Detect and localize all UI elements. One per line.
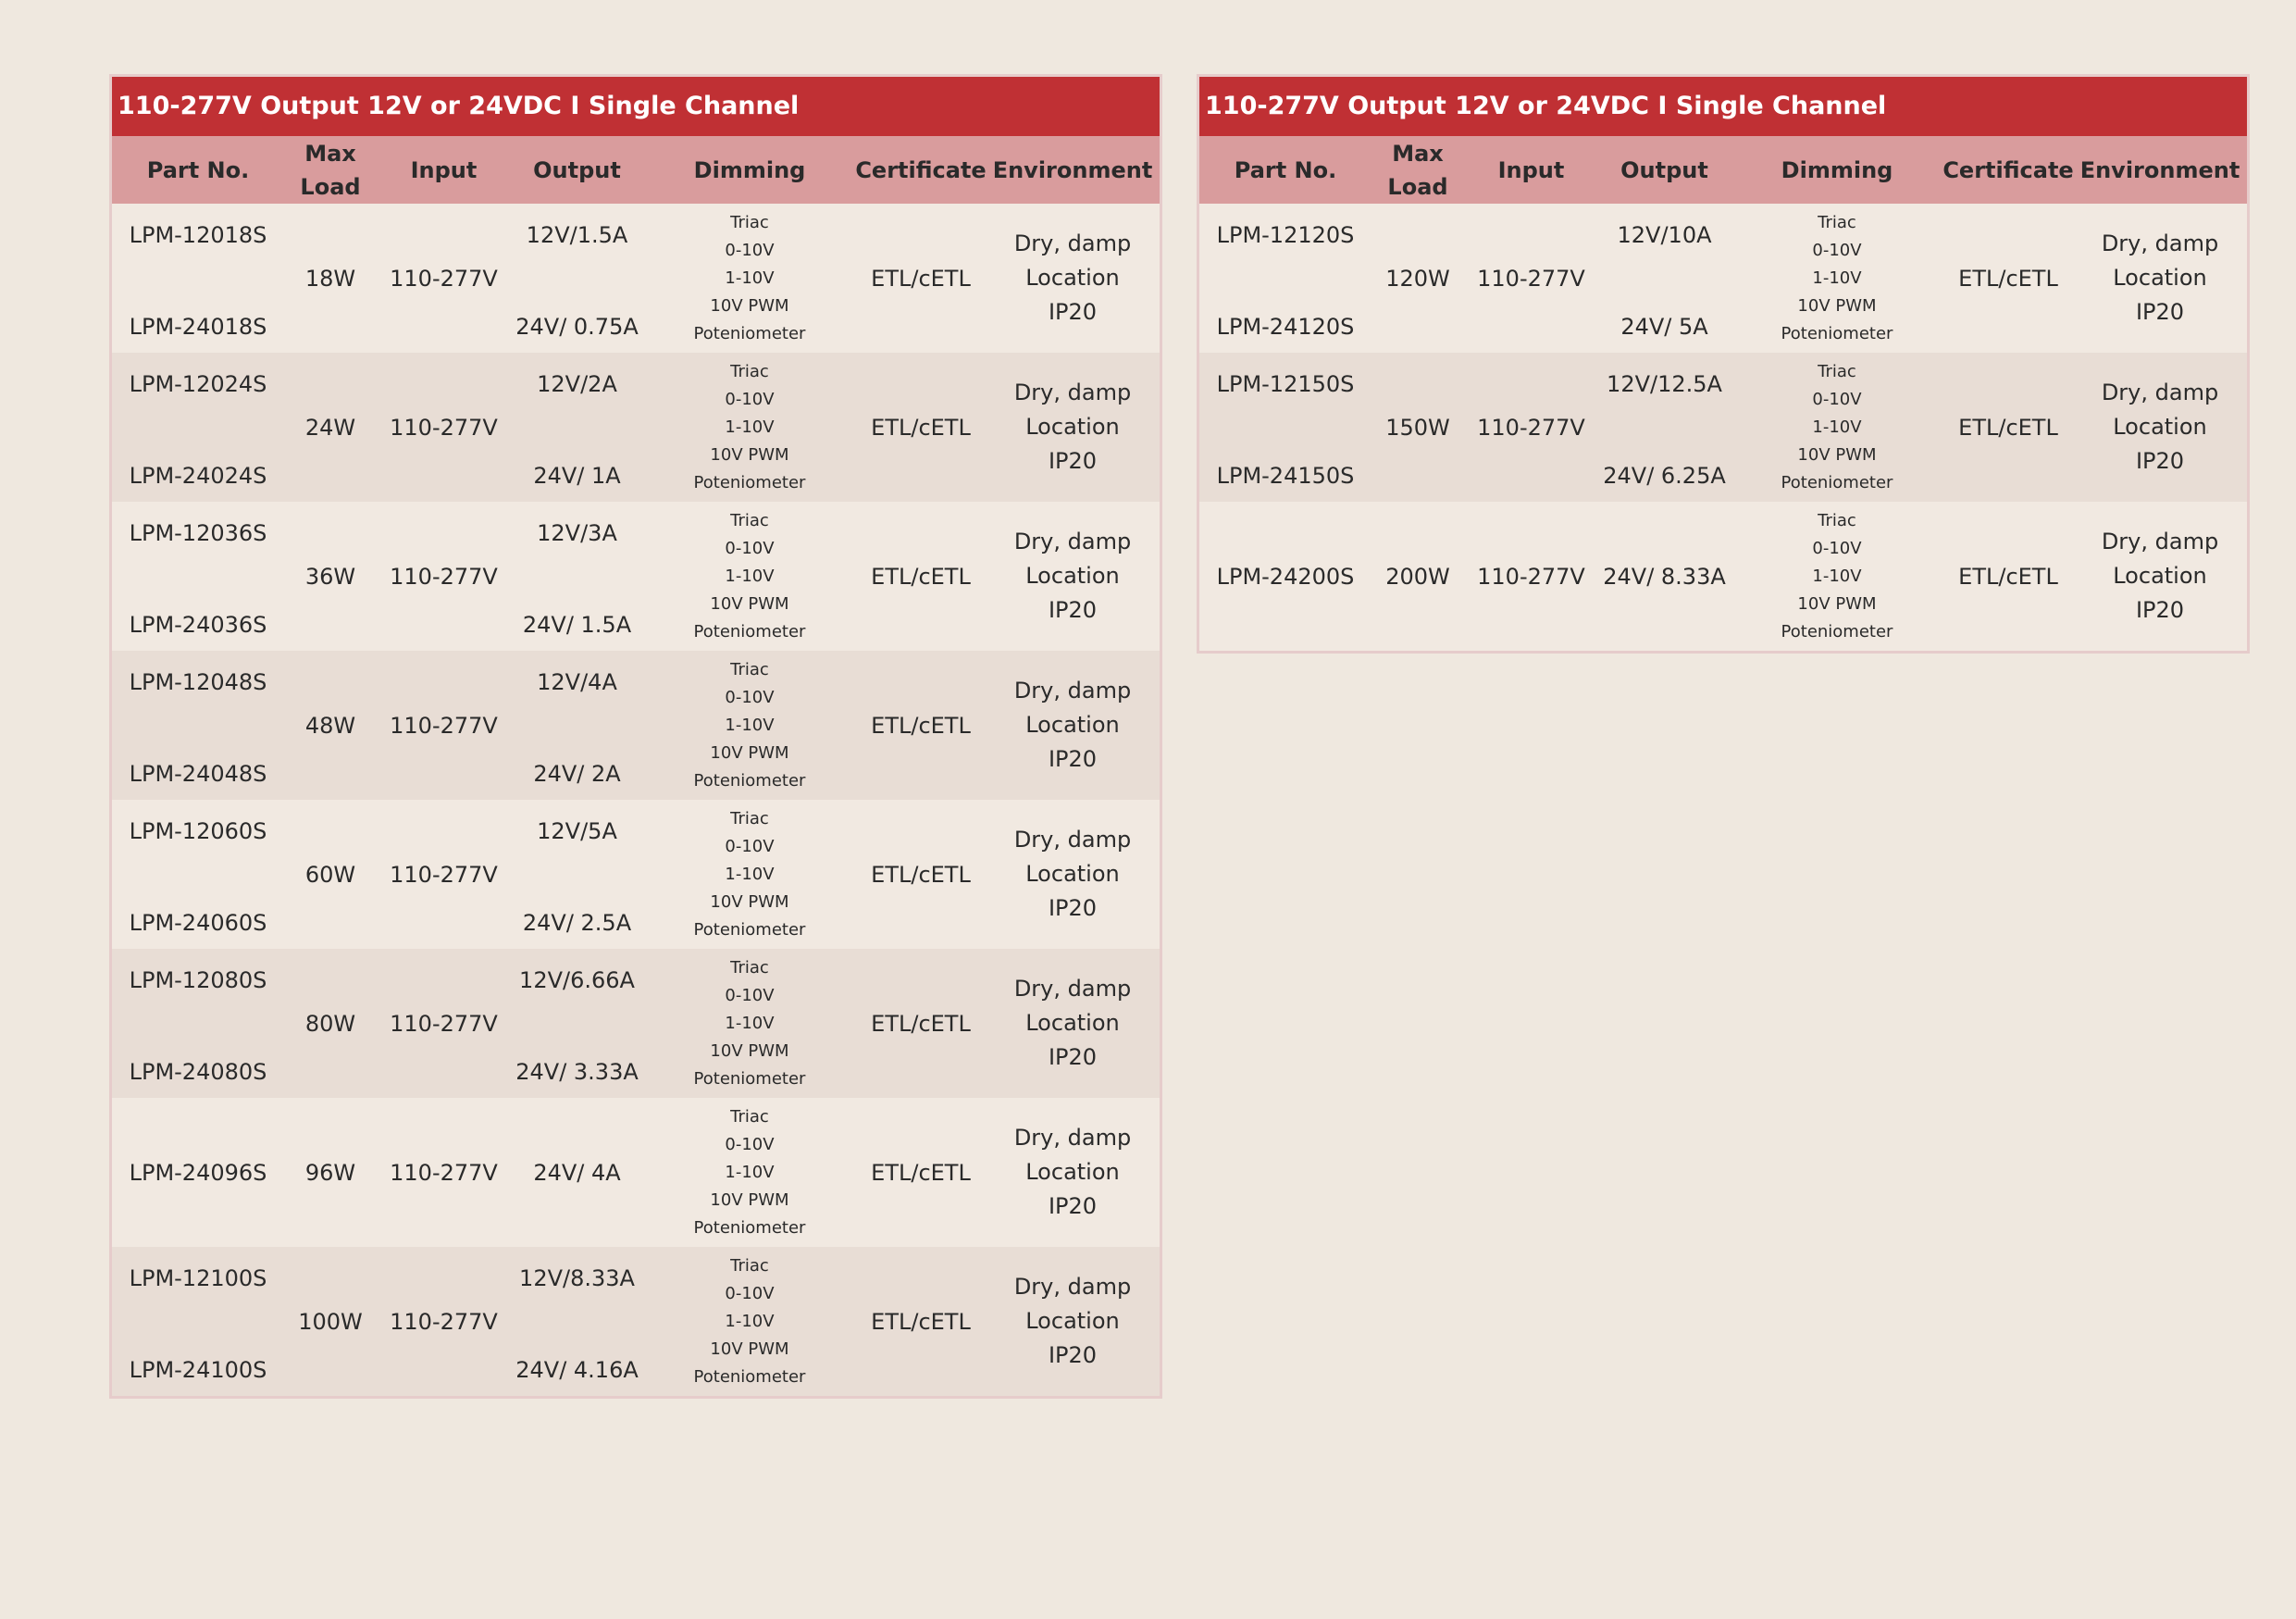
dimming-option: Triac: [730, 1106, 769, 1127]
dimming-option: 0-10V: [725, 836, 775, 856]
input-voltage: 110-277V: [1477, 563, 1585, 590]
part-number: LPM-12036S: [129, 520, 267, 546]
dimming-option: 1-10V: [725, 1162, 775, 1182]
dimming-list: [1781, 507, 1893, 646]
header-certificate: Certificate: [1942, 156, 2074, 183]
dimming-option: 0-10V: [725, 687, 775, 707]
dimming-option: 1-10V: [725, 864, 775, 884]
dimming-option: 10V PWM: [1797, 444, 1877, 465]
table-row: [112, 353, 1160, 502]
input-voltage: 110-277V: [390, 414, 498, 441]
dimming-option: 0-10V: [725, 1283, 775, 1303]
output-cell: [511, 502, 643, 651]
table-row: [112, 800, 1160, 949]
part-no-cell: [112, 502, 284, 651]
dimming-list: [694, 1103, 806, 1242]
input-voltage: 110-277V: [390, 1308, 498, 1335]
header-environment: Environment: [992, 156, 1153, 183]
environment-line: Dry, damp: [1013, 529, 1132, 554]
part-number: LPM-24018S: [129, 314, 267, 340]
dimming-option: Triac: [730, 361, 769, 381]
dimming-option: Poteniometer: [693, 770, 806, 791]
dimming-option: 1-10V: [725, 566, 775, 586]
dimming-option: 1-10V: [1812, 566, 1862, 586]
certificate-cell: [856, 651, 986, 800]
part-no-cell: [112, 204, 284, 353]
certificate-value: ETL/cETL: [871, 861, 971, 888]
dimming-option: 1-10V: [725, 715, 775, 735]
part-number: LPM-12080S: [129, 967, 267, 993]
environment-cell: [986, 204, 1160, 353]
output-value: 12V/4A: [537, 669, 617, 695]
part-no-cell: [1199, 502, 1371, 651]
table-row: [1199, 502, 2247, 651]
input-voltage: 110-277V: [390, 563, 498, 590]
header-part-no: Part No.: [1234, 156, 1337, 183]
output-value: 24V/ 4.16A: [515, 1357, 639, 1383]
dimming-list: [694, 805, 806, 944]
dimming-option: 0-10V: [725, 985, 775, 1005]
max-load-cell: [284, 949, 377, 1098]
dimming-option: 1-10V: [725, 268, 775, 288]
environment-line: IP20: [1048, 746, 1098, 772]
dimming-option: Poteniometer: [1781, 621, 1893, 641]
max-load-cell: [1371, 502, 1464, 651]
environment-line: Dry, damp: [1013, 380, 1132, 405]
part-number: LPM-12060S: [129, 818, 267, 844]
header-part-no: Part No.: [146, 156, 250, 183]
dimming-option: 0-10V: [1812, 240, 1862, 260]
output-value: 12V/2A: [537, 371, 617, 397]
certificate-value: ETL/cETL: [1958, 265, 2058, 292]
environment-cell: [986, 502, 1160, 651]
input-voltage: 110-277V: [390, 1159, 498, 1186]
header-certificate: Certificate: [855, 156, 987, 183]
header-input: Input: [1497, 156, 1565, 183]
dimming-list: [694, 656, 806, 795]
part-no-cell: [112, 651, 284, 800]
dimming-option: 10V PWM: [710, 1339, 789, 1359]
dimming-option: Poteniometer: [693, 621, 806, 641]
max-load-cell: [284, 204, 377, 353]
output-cell: [511, 1247, 643, 1396]
table-title: 110-277V Output 12V or 24VDC I Single Channel: [112, 77, 1160, 136]
table-row: [112, 949, 1160, 1098]
environment-line: Location: [1025, 1308, 1120, 1334]
part-number: LPM-24048S: [129, 761, 267, 787]
input-cell: [1464, 353, 1598, 502]
environment-line: Dry, damp: [1013, 827, 1132, 853]
environment-line: IP20: [1048, 299, 1098, 325]
output-cell: [511, 1098, 643, 1247]
dimming-option: 0-10V: [725, 1134, 775, 1154]
environment-line: Dry, damp: [2101, 529, 2219, 554]
dimming-option: 10V PWM: [710, 444, 789, 465]
dimming-option: 0-10V: [1812, 538, 1862, 558]
dimming-option: 10V PWM: [710, 891, 789, 912]
input-cell: [377, 1098, 511, 1247]
environment-line: Dry, damp: [1013, 678, 1132, 704]
max-load-value: 36W: [304, 563, 356, 590]
input-cell: [1464, 502, 1598, 651]
dimming-cell: [643, 800, 856, 949]
input-cell: [377, 1247, 511, 1396]
dimming-option: Poteniometer: [693, 1217, 806, 1238]
part-no-cell: [112, 949, 284, 1098]
environment-line: Location: [1025, 265, 1120, 291]
part-number: LPM-24120S: [1216, 314, 1355, 340]
environment-line: Location: [1025, 414, 1120, 440]
part-number: LPM-24080S: [129, 1059, 267, 1085]
output-cell: [511, 651, 643, 800]
environment-line: IP20: [1048, 597, 1098, 623]
dimming-cell: [643, 949, 856, 1098]
environment-cell: [986, 1098, 1160, 1247]
dimming-option: Poteniometer: [1781, 323, 1893, 343]
max-load-cell: [1371, 353, 1464, 502]
max-load-value: 120W: [1385, 265, 1450, 292]
dimming-list: [694, 209, 806, 348]
part-number: LPM-12100S: [129, 1265, 267, 1291]
part-no-cell: [112, 1247, 284, 1396]
dimming-option: Poteniometer: [693, 323, 806, 343]
environment-line: Location: [2113, 265, 2207, 291]
output-cell: [1598, 502, 1731, 651]
environment-line: Location: [2113, 414, 2207, 440]
header-output: Output: [533, 156, 621, 183]
certificate-cell: [856, 800, 986, 949]
output-value: 12V/6.66A: [519, 967, 635, 993]
certificate-value: ETL/cETL: [871, 712, 971, 739]
dimming-option: 1-10V: [725, 1013, 775, 1033]
environment-line: IP20: [2135, 597, 2185, 623]
max-load-value: 24W: [304, 414, 356, 441]
dimming-option: 0-10V: [725, 389, 775, 409]
environment-cell: [986, 949, 1160, 1098]
environment-line: Dry, damp: [2101, 380, 2219, 405]
environment-line: Location: [1025, 1159, 1120, 1185]
dimming-option: Triac: [730, 659, 769, 679]
spec-table-left: [109, 74, 1162, 1399]
max-load-value: 96W: [304, 1159, 356, 1186]
max-load-value: 18W: [304, 265, 356, 292]
certificate-cell: [856, 353, 986, 502]
output-value: 12V/12.5A: [1607, 371, 1722, 397]
max-load-cell: [284, 651, 377, 800]
output-value: 12V/1.5A: [526, 222, 628, 248]
max-load-value: 100W: [298, 1308, 363, 1335]
environment-line: Location: [1025, 861, 1120, 887]
dimming-option: Poteniometer: [693, 472, 806, 492]
environment-line: Location: [1025, 1010, 1120, 1036]
input-voltage: 110-277V: [1477, 414, 1585, 441]
output-value: 24V/ 8.33A: [1603, 563, 1726, 590]
dimming-list: [694, 954, 806, 1093]
environment-line: IP20: [1048, 1044, 1098, 1070]
output-value: 24V/ 2A: [533, 761, 621, 787]
dimming-option: Triac: [1818, 212, 1856, 232]
dimming-cell: [1731, 204, 1943, 353]
part-number: LPM-24096S: [129, 1159, 267, 1186]
header-max-load: Max Load: [1387, 140, 1448, 200]
environment-cell: [986, 1247, 1160, 1396]
part-number: LPM-24150S: [1216, 463, 1355, 489]
certificate-cell: [1943, 353, 2073, 502]
table-row: [112, 502, 1160, 651]
output-value: 12V/8.33A: [519, 1265, 635, 1291]
dimming-option: 1-10V: [1812, 417, 1862, 437]
certificate-cell: [1943, 502, 2073, 651]
certificate-value: ETL/cETL: [1958, 414, 2058, 441]
dimming-list: [1781, 358, 1893, 497]
dimming-option: Triac: [730, 510, 769, 530]
dimming-cell: [643, 1247, 856, 1396]
certificate-value: ETL/cETL: [871, 1308, 971, 1335]
header-input: Input: [410, 156, 478, 183]
dimming-cell: [643, 353, 856, 502]
certificate-cell: [856, 1247, 986, 1396]
output-value: 24V/ 4A: [533, 1159, 621, 1186]
dimming-option: 10V PWM: [710, 742, 789, 763]
max-load-value: 200W: [1385, 563, 1450, 590]
dimming-cell: [1731, 502, 1943, 651]
output-value: 24V/ 1A: [533, 463, 621, 489]
environment-line: IP20: [1048, 448, 1098, 474]
environment-cell: [986, 651, 1160, 800]
header-max-load: Max Load: [300, 140, 361, 200]
input-voltage: 110-277V: [390, 265, 498, 292]
certificate-value: ETL/cETL: [871, 265, 971, 292]
table-row: [112, 1098, 1160, 1247]
certificate-cell: [856, 204, 986, 353]
dimming-option: 10V PWM: [1797, 593, 1877, 614]
input-voltage: 110-277V: [390, 861, 498, 888]
part-number: LPM-12150S: [1216, 371, 1355, 397]
environment-line: Location: [1025, 563, 1120, 589]
dimming-option: Triac: [730, 212, 769, 232]
max-load-cell: [284, 800, 377, 949]
environment-cell: [986, 800, 1160, 949]
output-cell: [511, 800, 643, 949]
dimming-option: 0-10V: [1812, 389, 1862, 409]
dimming-option: Poteniometer: [693, 1068, 806, 1089]
input-cell: [377, 502, 511, 651]
environment-cell: [2073, 502, 2247, 651]
input-cell: [377, 949, 511, 1098]
output-value: 24V/ 6.25A: [1603, 463, 1726, 489]
dimming-option: 10V PWM: [710, 1189, 789, 1210]
max-load-value: 150W: [1385, 414, 1450, 441]
table-row: [1199, 204, 2247, 353]
table-body: [1199, 204, 2247, 651]
part-number: LPM-12120S: [1216, 222, 1355, 248]
part-number: LPM-12048S: [129, 669, 267, 695]
dimming-cell: [1731, 353, 1943, 502]
table-title: 110-277V Output 12V or 24VDC I Single Channel: [1199, 77, 2247, 136]
environment-line: Dry, damp: [1013, 230, 1132, 256]
output-cell: [1598, 353, 1731, 502]
dimming-option: 10V PWM: [710, 1040, 789, 1061]
max-load-value: 60W: [304, 861, 356, 888]
input-cell: [377, 651, 511, 800]
table-row: [112, 651, 1160, 800]
dimming-list: [1781, 209, 1893, 348]
dimming-option: Poteniometer: [1781, 472, 1893, 492]
input-voltage: 110-277V: [390, 1010, 498, 1037]
output-value: 24V/ 1.5A: [522, 612, 632, 638]
certificate-cell: [856, 502, 986, 651]
certificate-cell: [1943, 204, 2073, 353]
dimming-cell: [643, 204, 856, 353]
certificate-value: ETL/cETL: [871, 1159, 971, 1186]
environment-line: Dry, damp: [2101, 230, 2219, 256]
environment-line: Dry, damp: [1013, 1125, 1132, 1151]
table-header-row: [1199, 136, 2247, 204]
dimming-option: Triac: [730, 808, 769, 828]
dimming-option: 10V PWM: [710, 295, 789, 316]
environment-line: IP20: [2135, 448, 2185, 474]
output-cell: [511, 204, 643, 353]
dimming-list: [694, 1252, 806, 1391]
table-header-row: [112, 136, 1160, 204]
dimming-option: 10V PWM: [1797, 295, 1877, 316]
dimming-option: Poteniometer: [693, 919, 806, 940]
output-value: 24V/ 5A: [1620, 314, 1708, 340]
output-value: 24V/ 2.5A: [522, 910, 632, 936]
part-number: LPM-24036S: [129, 612, 267, 638]
output-value: 12V/3A: [537, 520, 617, 546]
dimming-cell: [643, 651, 856, 800]
environment-line: Dry, damp: [1013, 976, 1132, 1002]
dimming-option: Poteniometer: [693, 1366, 806, 1387]
environment-line: IP20: [2135, 299, 2185, 325]
output-value: 12V/10A: [1617, 222, 1712, 248]
dimming-cell: [643, 1098, 856, 1247]
part-no-cell: [112, 353, 284, 502]
environment-cell: [986, 353, 1160, 502]
part-no-cell: [112, 800, 284, 949]
input-cell: [377, 204, 511, 353]
environment-line: Dry, damp: [1013, 1274, 1132, 1300]
certificate-value: ETL/cETL: [871, 414, 971, 441]
certificate-cell: [856, 949, 986, 1098]
certificate-cell: [856, 1098, 986, 1247]
dimming-option: 1-10V: [1812, 268, 1862, 288]
dimming-option: 1-10V: [725, 417, 775, 437]
output-cell: [1598, 204, 1731, 353]
input-voltage: 110-277V: [1477, 265, 1585, 292]
max-load-cell: [284, 353, 377, 502]
input-cell: [377, 353, 511, 502]
header-output: Output: [1620, 156, 1708, 183]
dimming-option: Triac: [730, 1255, 769, 1276]
certificate-value: ETL/cETL: [1958, 563, 2058, 590]
part-number: LPM-12024S: [129, 371, 267, 397]
output-value: 24V/ 0.75A: [515, 314, 639, 340]
dimming-cell: [643, 502, 856, 651]
dimming-option: 0-10V: [725, 240, 775, 260]
environment-line: IP20: [1048, 1342, 1098, 1368]
dimming-option: Triac: [1818, 510, 1856, 530]
output-value: 12V/5A: [537, 818, 617, 844]
part-number: LPM-24200S: [1216, 563, 1355, 590]
part-number: LPM-12018S: [129, 222, 267, 248]
max-load-value: 80W: [304, 1010, 356, 1037]
header-dimming: Dimming: [1781, 156, 1893, 183]
max-load-cell: [284, 1247, 377, 1396]
part-no-cell: [1199, 204, 1371, 353]
part-number: LPM-24060S: [129, 910, 267, 936]
max-load-cell: [1371, 204, 1464, 353]
dimming-option: Triac: [730, 957, 769, 978]
output-cell: [511, 353, 643, 502]
part-no-cell: [112, 1098, 284, 1247]
dimming-option: 1-10V: [725, 1311, 775, 1331]
table-body: [112, 204, 1160, 1396]
max-load-value: 48W: [304, 712, 356, 739]
environment-cell: [2073, 353, 2247, 502]
header-environment: Environment: [2079, 156, 2240, 183]
environment-cell: [2073, 204, 2247, 353]
part-number: LPM-24100S: [129, 1357, 267, 1383]
certificate-value: ETL/cETL: [871, 563, 971, 590]
part-number: LPM-24024S: [129, 463, 267, 489]
environment-line: IP20: [1048, 895, 1098, 921]
header-dimming: Dimming: [693, 156, 806, 183]
dimming-option: 0-10V: [725, 538, 775, 558]
dimming-option: Triac: [1818, 361, 1856, 381]
table-row: [1199, 353, 2247, 502]
output-cell: [511, 949, 643, 1098]
max-load-cell: [284, 1098, 377, 1247]
environment-line: Location: [1025, 712, 1120, 738]
input-cell: [1464, 204, 1598, 353]
input-cell: [377, 800, 511, 949]
spec-table-right: [1197, 74, 2250, 654]
table-row: [112, 204, 1160, 353]
environment-line: IP20: [1048, 1193, 1098, 1219]
part-no-cell: [1199, 353, 1371, 502]
dimming-list: [694, 358, 806, 497]
output-value: 24V/ 3.33A: [515, 1059, 639, 1085]
max-load-cell: [284, 502, 377, 651]
dimming-list: [694, 507, 806, 646]
input-voltage: 110-277V: [390, 712, 498, 739]
certificate-value: ETL/cETL: [871, 1010, 971, 1037]
table-row: [112, 1247, 1160, 1396]
dimming-option: 10V PWM: [710, 593, 789, 614]
environment-line: Location: [2113, 563, 2207, 589]
